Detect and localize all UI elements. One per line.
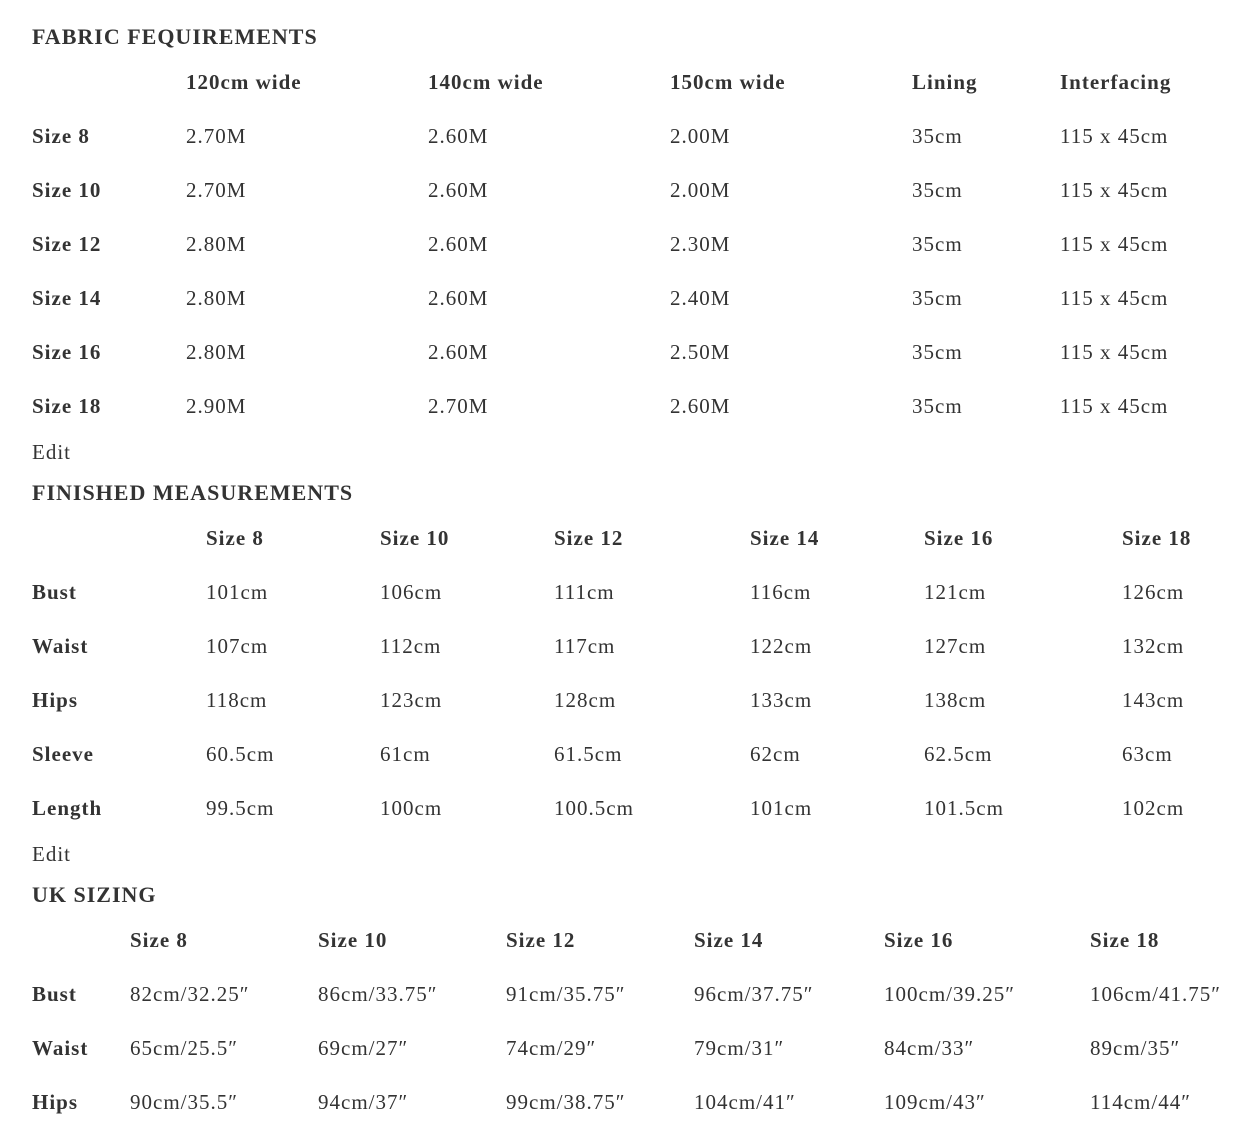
uk-table-cell: 86cm/33.75″ [318, 982, 438, 1006]
fabric-table-cell: 115 x 45cm [1060, 124, 1169, 148]
fabric-table-cell: 115 x 45cm [1060, 232, 1169, 256]
fabric-column-header: Interfacing [1060, 70, 1172, 94]
fabric-table-cell: 35cm [912, 394, 963, 418]
finished-row-label: Bust [32, 580, 77, 604]
finished-table-cell: 60.5cm [206, 742, 275, 766]
uk-table-cell: 90cm/35.5″ [130, 1090, 238, 1114]
fabric-table-cell: 35cm [912, 124, 963, 148]
finished-table-cell: 132cm [1122, 634, 1185, 658]
uk-row-label: Hips [32, 1090, 79, 1114]
finished-table-cell: 106cm [380, 580, 443, 604]
finished-column-header: Size 8 [206, 526, 264, 550]
fabric-table-cell: 2.60M [428, 124, 489, 148]
fabric-table-cell: 115 x 45cm [1060, 394, 1169, 418]
finished-table-cell: 133cm [750, 688, 813, 712]
uk-table-cell: 79cm/31″ [694, 1036, 785, 1060]
fabric-row-label: Size 16 [32, 340, 102, 364]
fabric-row-label: Size 8 [32, 124, 90, 148]
fabric-table-cell: 35cm [912, 286, 963, 310]
finished-column-header: Size 10 [380, 526, 450, 550]
finished-section-title: FINISHED MEASUREMENTS [32, 480, 354, 505]
uk-table-cell: 99cm/38.75″ [506, 1090, 626, 1114]
uk-section-title: UK SIZING [32, 882, 157, 907]
uk-table-cell: 69cm/27″ [318, 1036, 409, 1060]
fabric-table-cell: 35cm [912, 340, 963, 364]
finished-table-cell: 101cm [750, 796, 813, 820]
finished-table-cell: 100.5cm [554, 796, 634, 820]
finished-table-cell: 138cm [924, 688, 987, 712]
finished-table-cell: 102cm [1122, 796, 1185, 820]
fabric-column-header: 140cm wide [428, 70, 544, 94]
uk-table-cell: 106cm/41.75″ [1090, 982, 1221, 1006]
uk-column-header: Size 12 [506, 928, 576, 952]
fabric-table-cell: 2.40M [670, 286, 731, 310]
finished-table-cell: 107cm [206, 634, 269, 658]
fabric-table-cell: 2.80M [186, 340, 247, 364]
finished-table-cell: 126cm [1122, 580, 1185, 604]
fabric-row-label: Size 18 [32, 394, 102, 418]
uk-table-cell: 89cm/35″ [1090, 1036, 1181, 1060]
finished-column-header: Size 12 [554, 526, 624, 550]
finished-table-cell: 62.5cm [924, 742, 993, 766]
fabric-table-cell: 2.60M [428, 340, 489, 364]
fabric-table-cell: 2.00M [670, 124, 731, 148]
finished-table-cell: 121cm [924, 580, 987, 604]
uk-table-cell: 96cm/37.75″ [694, 982, 814, 1006]
finished-table-cell: 101cm [206, 580, 269, 604]
fabric-table-cell: 2.00M [670, 178, 731, 202]
fabric-table-cell: 2.60M [428, 178, 489, 202]
fabric-row-label: Size 12 [32, 232, 102, 256]
uk-table-cell: 114cm/44″ [1090, 1090, 1191, 1114]
fabric-table-cell: 2.70M [186, 124, 247, 148]
finished-table-cell: 143cm [1122, 688, 1185, 712]
finished-table-cell: 112cm [380, 634, 442, 658]
uk-table-cell: 91cm/35.75″ [506, 982, 626, 1006]
uk-table-cell: 104cm/41″ [694, 1090, 796, 1114]
uk-table-cell: 94cm/37″ [318, 1090, 409, 1114]
uk-column-header: Size 16 [884, 928, 954, 952]
finished-table-cell: 116cm [750, 580, 812, 604]
fabric-table-cell: 2.60M [428, 286, 489, 310]
finished-edit-link[interactable]: Edit [32, 842, 71, 866]
finished-table-cell: 128cm [554, 688, 617, 712]
fabric-row-label: Size 14 [32, 286, 102, 310]
uk-column-header: Size 10 [318, 928, 388, 952]
finished-table-cell: 118cm [206, 688, 268, 712]
fabric-table-cell: 35cm [912, 232, 963, 256]
finished-row-label: Length [32, 796, 103, 820]
fabric-section-title: FABRIC FEQUIREMENTS [32, 24, 318, 49]
finished-column-header: Size 16 [924, 526, 994, 550]
fabric-table-cell: 2.50M [670, 340, 731, 364]
fabric-table-cell: 2.80M [186, 286, 247, 310]
fabric-column-header: Lining [912, 70, 978, 94]
fabric-table-cell: 115 x 45cm [1060, 286, 1169, 310]
fabric-table-cell: 115 x 45cm [1060, 340, 1169, 364]
fabric-column-header: 150cm wide [670, 70, 786, 94]
fabric-table-cell: 115 x 45cm [1060, 178, 1169, 202]
uk-table-cell: 109cm/43″ [884, 1090, 986, 1114]
fabric-table-cell: 2.80M [186, 232, 247, 256]
fabric-table-cell: 35cm [912, 178, 963, 202]
finished-row-label: Sleeve [32, 742, 94, 766]
fabric-table-cell: 2.60M [428, 232, 489, 256]
finished-table-cell: 127cm [924, 634, 987, 658]
uk-table-cell: 82cm/32.25″ [130, 982, 250, 1006]
fabric-table-cell: 2.70M [186, 178, 247, 202]
finished-table-cell: 117cm [554, 634, 616, 658]
uk-table-cell: 65cm/25.5″ [130, 1036, 238, 1060]
finished-table-cell: 99.5cm [206, 796, 275, 820]
fabric-table-cell: 2.90M [186, 394, 247, 418]
fabric-table-cell: 2.30M [670, 232, 731, 256]
uk-column-header: Size 14 [694, 928, 764, 952]
finished-column-header: Size 18 [1122, 526, 1192, 550]
finished-table-cell: 111cm [554, 580, 615, 604]
finished-table-cell: 61cm [380, 742, 431, 766]
fabric-column-header: 120cm wide [186, 70, 302, 94]
finished-table-cell: 100cm [380, 796, 443, 820]
finished-table-cell: 123cm [380, 688, 443, 712]
finished-table-cell: 101.5cm [924, 796, 1004, 820]
uk-column-header: Size 18 [1090, 928, 1160, 952]
fabric-table-cell: 2.60M [670, 394, 731, 418]
finished-row-label: Waist [32, 634, 89, 658]
uk-row-label: Bust [32, 982, 77, 1006]
uk-table-cell: 84cm/33″ [884, 1036, 975, 1060]
fabric-table-cell: 2.70M [428, 394, 489, 418]
finished-row-label: Hips [32, 688, 79, 712]
finished-table-cell: 62cm [750, 742, 801, 766]
finished-table-cell: 61.5cm [554, 742, 623, 766]
uk-table-cell: 74cm/29″ [506, 1036, 597, 1060]
uk-column-header: Size 8 [130, 928, 188, 952]
fabric-row-label: Size 10 [32, 178, 102, 202]
uk-row-label: Waist [32, 1036, 89, 1060]
finished-table-cell: 122cm [750, 634, 813, 658]
fabric-edit-link[interactable]: Edit [32, 440, 71, 464]
uk-table-cell: 100cm/39.25″ [884, 982, 1015, 1006]
finished-table-cell: 63cm [1122, 742, 1173, 766]
finished-column-header: Size 14 [750, 526, 820, 550]
